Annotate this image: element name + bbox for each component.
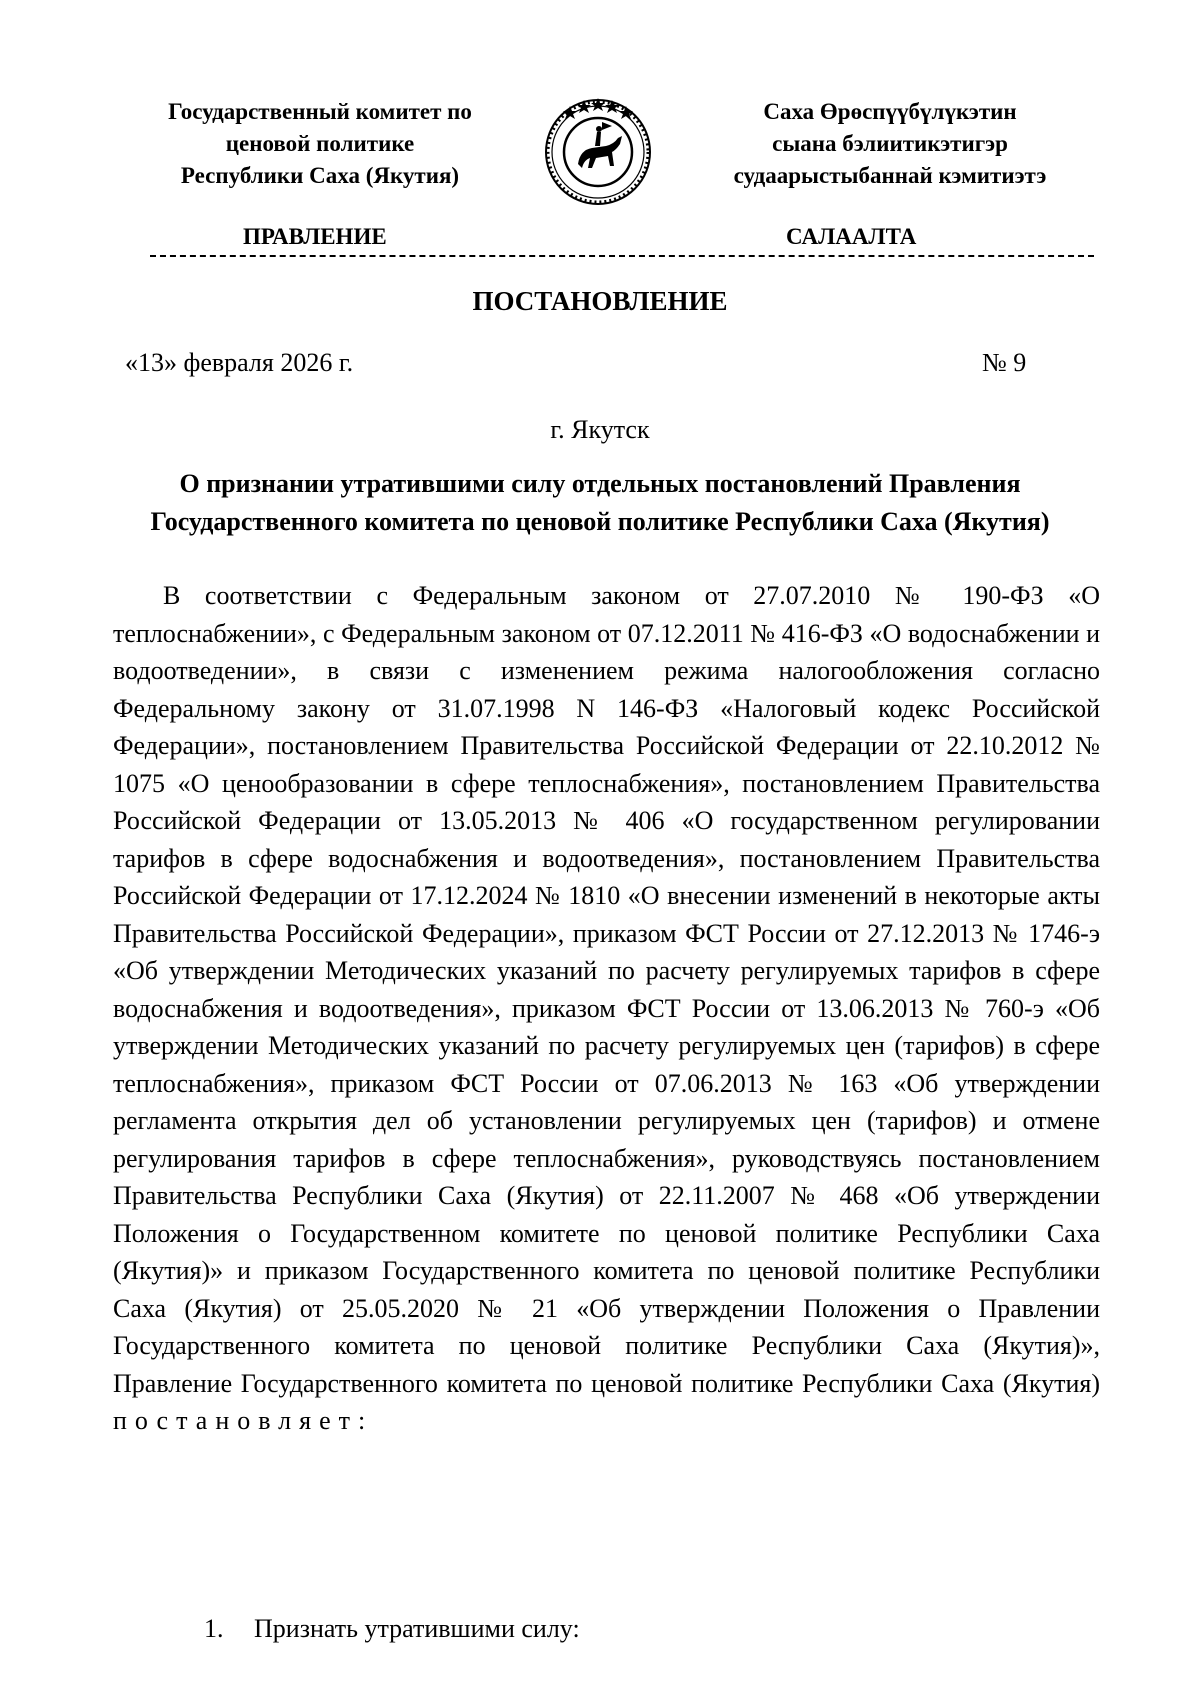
document-city: г. Якутск — [550, 415, 650, 444]
document-number: № 9 — [982, 348, 1027, 377]
list-item-number: 1. — [204, 1614, 224, 1643]
header-divider — [150, 255, 1094, 257]
document-date: «13» февраля 2026 г. — [125, 348, 354, 377]
list-item-text: Признать утратившими силу: — [254, 1614, 580, 1643]
body-main-text: В соответствии с Федеральным законом от 27.07.2010 № 190-ФЗ «О теплоснабжении», с Федеральным законом от 07.12.2011 № 416-ФЗ «О водоснабжении и водоотведении», в связи с изменением режима налогообложения согласно Федеральному закону от 31.07.1998 N 146-ФЗ «Налоговый кодекс Российской Федерации», постановлением Правительства Российской Федерации от 22.10.2012 № 1075 «О ценообразовании в сфере теплоснабжения», постановлением Правительства Российской Федерации от 13.05.2013 № 406 «О государственном регулировании тарифов в сфере водоснабжения и водоотведения», постановлением Правительства Российской Федерации от 17.12.2024 № 1810 «О внесении изменений в некоторые акты Правительства Российской Федерации», приказом ФСТ России от 27.12.2013 № 1746-э «Об утверждении Методических указаний по расчету регулируемых тарифов в сфере водоснабжения и водоотведения», приказом ФСТ России от 13.06.2013 № 760-э «Об утверждении Методических указаний по расчету регулируемых цен (тарифов) в сфере теплоснабжения», приказом ФСТ России от 07.06.2013 № 163 «Об утверждении регламента открытия дел об установлении регулируемых цен (тарифов) и отмене регулирования тарифов в сфере теплоснабжения», руководствуясь постановлением Правительства Республики Саха (Якутия) от 22.11.2007 № 468 «Об утверждении Положения о Государственном комитете по ценовой политике Республики Саха (Якутия)» и приказом Государственного комитета по ценовой политике Республики Саха (Якутия) от 25.05.2020 № 21 «Об утверждении Положения о Правлении Государственного комитета по ценовой политике Республики Саха (Якутия)», Правление Государственного комитета по ценовой политике Республики Саха (Якутия) — [113, 581, 1100, 1398]
title-line: О признании утратившими силу отдельных постановлений Правления — [179, 469, 1021, 498]
header-right-block — [680, 96, 1100, 192]
list-item — [204, 1610, 580, 1647]
header-left-block — [100, 96, 540, 192]
document-title — [100, 465, 1100, 541]
board-label-ru: ПРАВЛЕНИЕ — [243, 224, 387, 249]
header-left-line: Республики Саха (Якутия) — [180, 163, 460, 188]
header-right-line: сыана бэлиитикэтигэр — [772, 131, 1008, 156]
header-right-line: судаарыстыбаннай кэмитиэтэ — [733, 163, 1047, 188]
document-type: ПОСТАНОВЛЕНИЕ — [472, 286, 728, 316]
coat-of-arms-icon — [540, 92, 656, 208]
body-verb: постановляет: — [113, 1406, 374, 1435]
header-right-line: Саха Өрөспүүбүлүкэтин — [763, 99, 1017, 124]
title-line: Государственного комитета по ценовой политике Республики Саха (Якутия) — [150, 507, 1050, 536]
header-left-line: ценовой политике — [225, 131, 415, 156]
document-body — [113, 577, 1100, 1440]
board-label-sah: САЛААЛТА — [786, 224, 917, 249]
header-left-line: Государственный комитет по — [168, 99, 472, 124]
